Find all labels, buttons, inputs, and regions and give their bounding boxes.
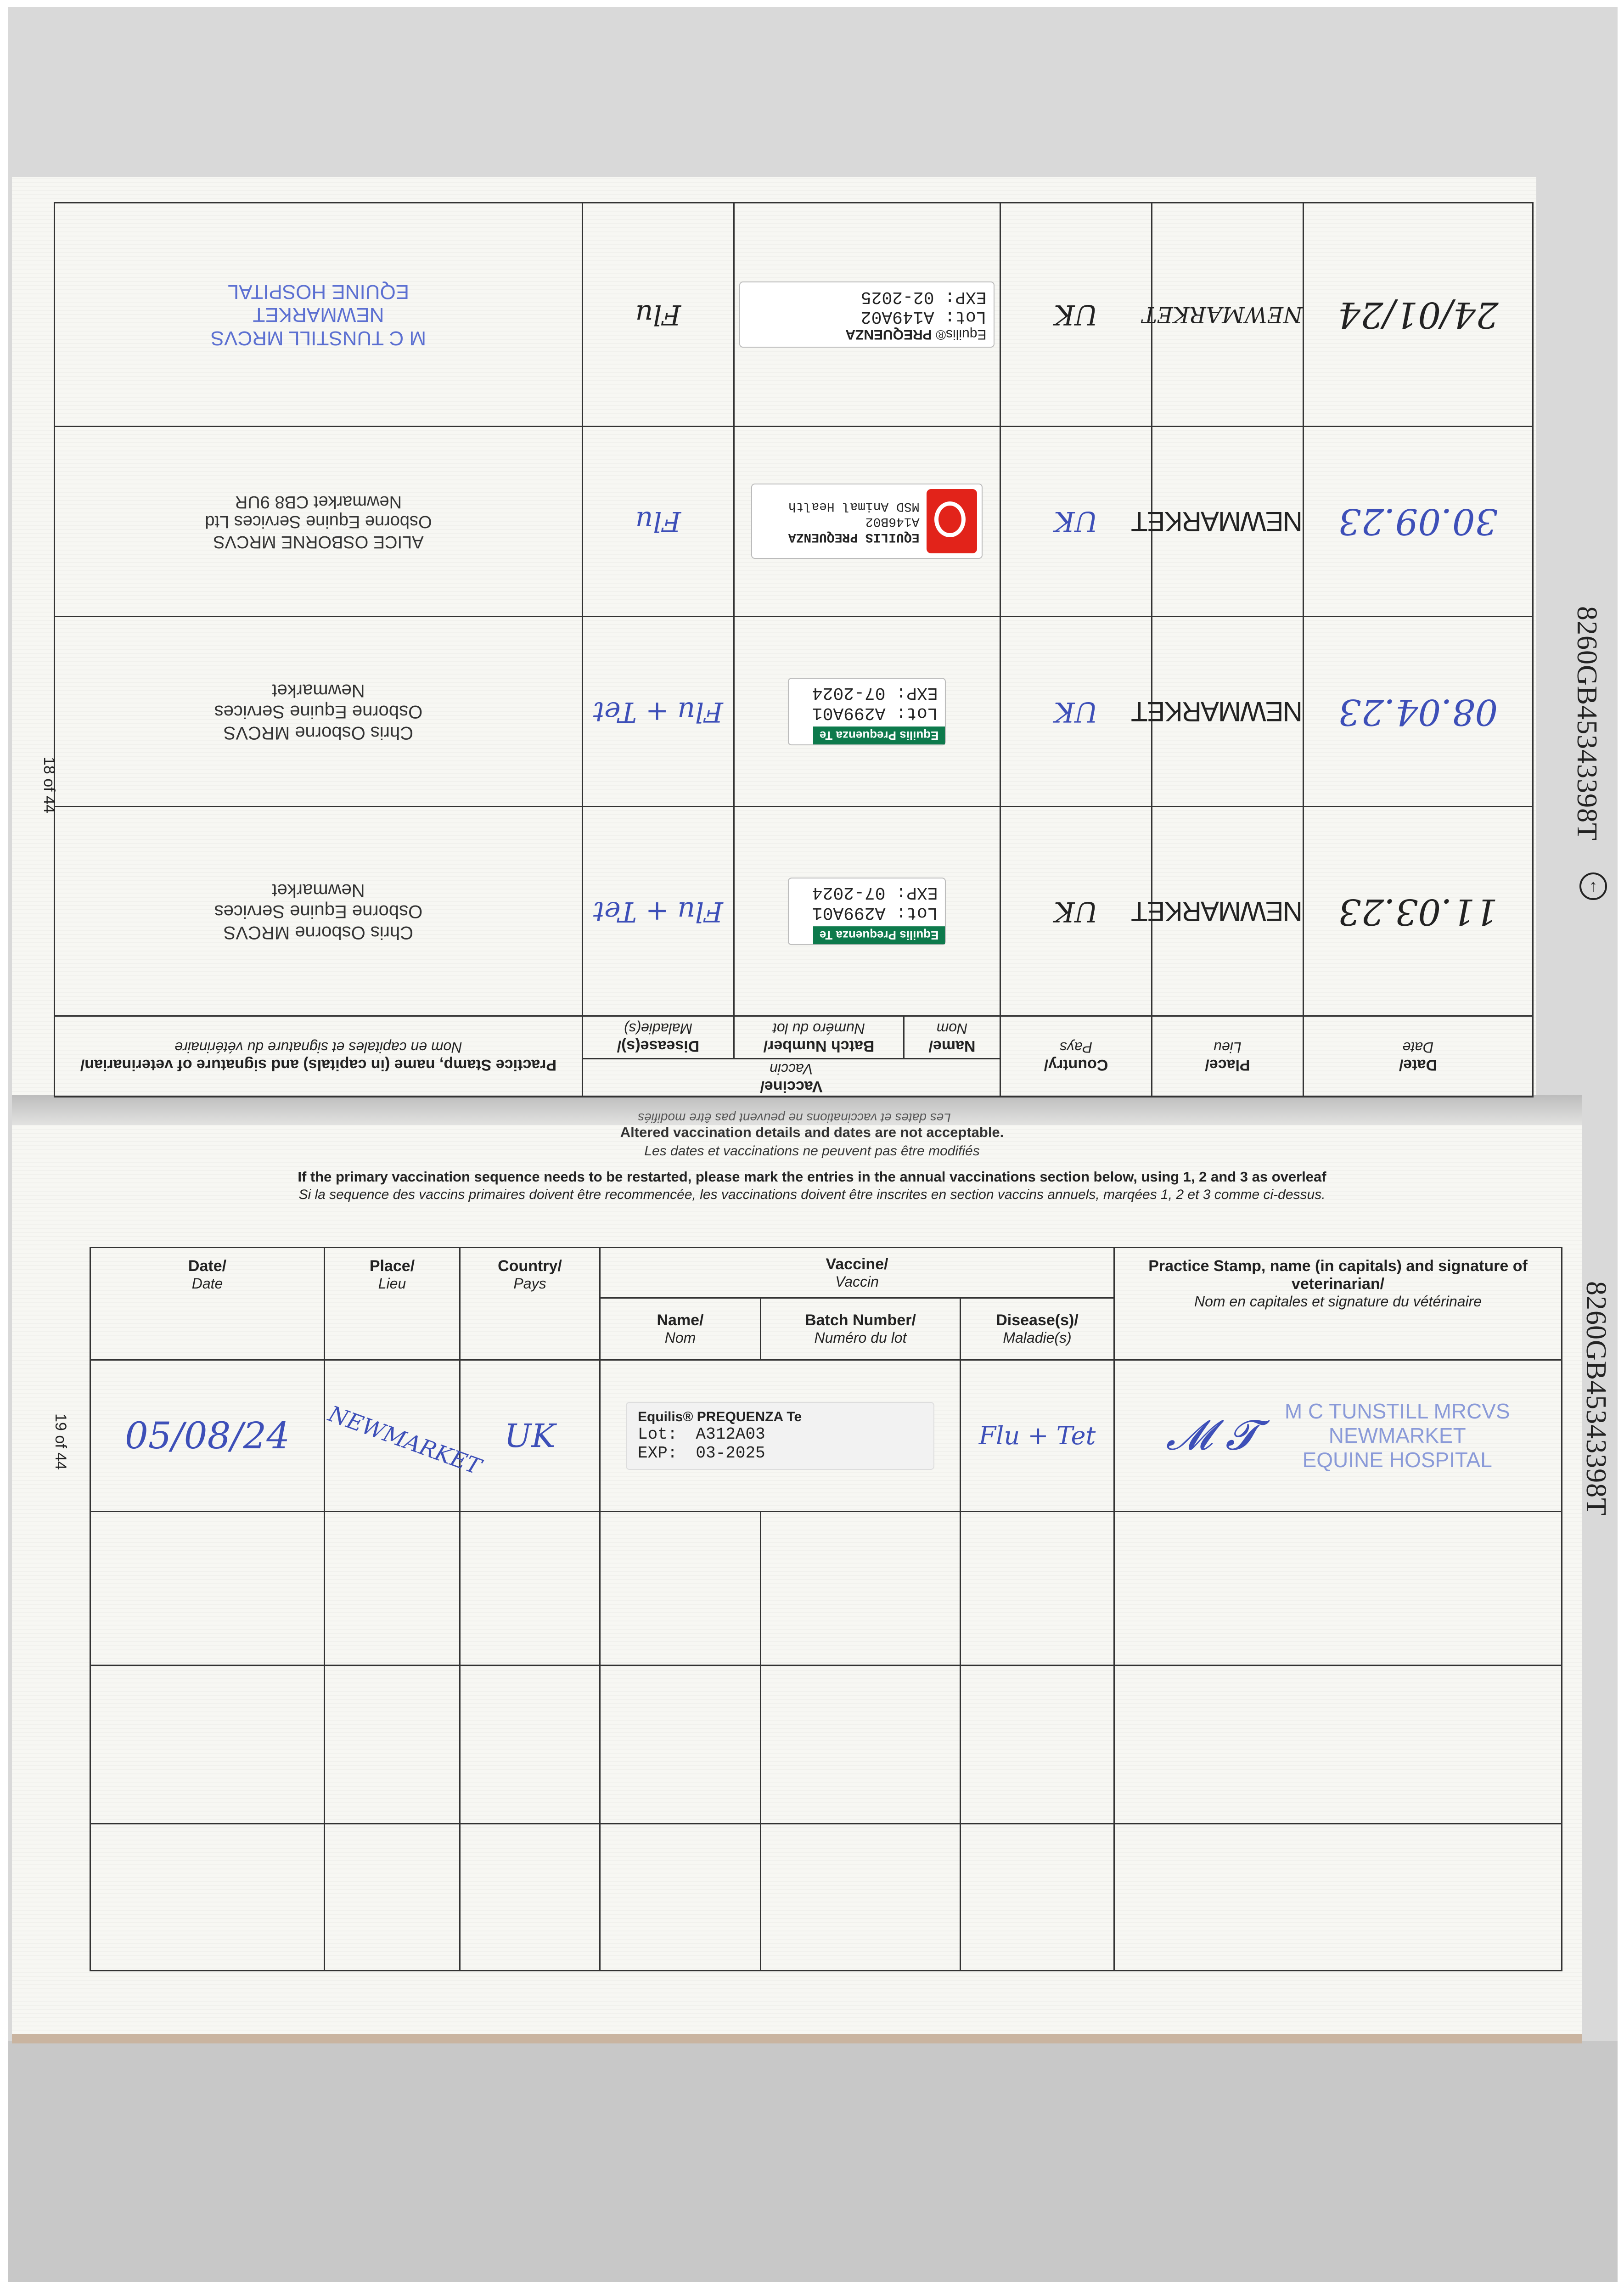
row-country: UK — [1000, 617, 1152, 807]
practice-stamp-text — [1285, 1399, 1510, 1472]
header-practice: Practice Stamp, name (in capitals) and signature of veterinarian/ Nom en capitales et signature du vétérinaire — [54, 1016, 582, 1097]
passport-serial-bottom: 8260GB45343398T — [1580, 1281, 1612, 1516]
sticker-lot: A146B02 — [865, 514, 920, 529]
table-row — [54, 426, 1533, 616]
stamp-line: Osborne Equine Services Ltd — [205, 512, 432, 532]
scan-bottom-shadow — [8, 2041, 1618, 2282]
row-place-stamp: NEWMARKET — [1152, 807, 1304, 1016]
row-practice-stamp — [54, 426, 582, 616]
vaccine-sticker-cell — [734, 807, 1000, 1016]
stamp-line: M C TUNSTILL MRCVS — [1284, 1399, 1510, 1424]
circle-mark-icon: ↑ — [1579, 872, 1607, 900]
row-date: 05/08/24 — [90, 1360, 325, 1512]
header-country: Country/ Pays — [1000, 1016, 1152, 1097]
header-vaccine: Vaccine/ Vaccin — [582, 1059, 1000, 1097]
row-date: 24/01/24 — [1304, 203, 1533, 427]
row-disease: Flu — [582, 203, 734, 427]
sticker-brand: Equilis® PREQUENZA — [845, 326, 987, 342]
sticker-lot: Lot: A299A01 EXP: 07-2024 — [812, 883, 938, 923]
stamp-line: NEWMARKET — [1328, 1424, 1466, 1448]
header-place: Place/ Lieu — [325, 1248, 460, 1360]
row-practice-stamp — [54, 807, 582, 1016]
header-vaccine: Vaccine/ Vaccin — [600, 1248, 1114, 1298]
table-row — [54, 807, 1533, 1016]
page-edge — [12, 2034, 1582, 2043]
stamp-line: Osborne Equine Services — [214, 901, 423, 922]
vaccine-sticker-cell — [600, 1360, 961, 1512]
stamp-line: Chris Osborne MRCVS — [223, 722, 414, 743]
row-disease: Flu + Tet — [582, 617, 734, 807]
sticker-brand: Equilis Prequenza Te — [813, 726, 945, 744]
header-country: Country/ Pays — [460, 1248, 600, 1360]
vaccine-sticker — [752, 484, 983, 559]
row-date: 11.03.23 — [1304, 807, 1533, 1016]
lot-value: A312A03 — [696, 1424, 765, 1444]
stamp-line: EQUINE HOSPITAL — [227, 280, 410, 303]
header-batch: Batch Number/ Numéro du lot — [761, 1298, 961, 1360]
sticker-exp-row — [638, 1444, 922, 1463]
passport-serial-top: 8260GB45343398T — [1571, 606, 1602, 841]
msd-logo-icon — [927, 489, 978, 553]
vaccination-table-bottom — [90, 1247, 1562, 1971]
sticker-text — [788, 498, 920, 545]
vaccine-sticker-cell — [734, 617, 1000, 807]
vaccine-sticker — [740, 281, 995, 348]
row-practice-stamp — [1114, 1360, 1562, 1512]
vaccination-table-top — [54, 202, 1534, 1097]
row-disease: Flu + Tet — [582, 807, 734, 1016]
row-disease: Flu — [582, 426, 734, 616]
notice-title-fr: Les dates et vaccinations ne peuvent pas être modifiés — [644, 1143, 980, 1159]
header-date: Date/ Date — [1304, 1016, 1533, 1097]
notice-title: Altered vaccination details and dates are not acceptable. — [620, 1124, 1004, 1140]
header-name: Name/ Nom — [904, 1016, 1000, 1058]
vaccine-sticker — [626, 1402, 934, 1470]
exp-value: 03-2025 — [696, 1443, 765, 1463]
vaccine-sticker-cell — [734, 426, 1000, 616]
restart-instruction-fr: Si la sequence des vaccins primaires doivent être recommencée, les vaccinations doivent être inscrites en section vaccins annuels, marqées 1, 2 et 3 comme ci-dessus. — [298, 1187, 1326, 1202]
sticker-brand: Equilis Prequenza Te — [813, 926, 945, 944]
row-place-stamp: NEWMARKET — [1152, 617, 1304, 807]
header-batch: Batch Number/ Numéro du lot — [734, 1016, 904, 1058]
sticker-lot: Lot: A149A02 EXP: 02-2025 — [860, 287, 987, 326]
stamp-line: M C TUNSTILL MRCVS — [210, 326, 427, 349]
row-disease: Flu + Tet — [961, 1360, 1114, 1512]
stamp-line: EQUINE HOSPITAL — [1302, 1447, 1492, 1472]
row-country: UK — [1000, 203, 1152, 427]
stamp-group — [1115, 1399, 1561, 1472]
table-row — [54, 203, 1533, 427]
table-row-empty — [90, 1824, 1562, 1971]
header-date: Date/ Date — [90, 1248, 325, 1360]
header-practice: Practice Stamp, name (in capitals) and signature of veterinarian/ Nom en capitales et signature du vétérinaire — [1114, 1248, 1562, 1360]
row-date: 30.09.23 — [1304, 426, 1533, 616]
vaccine-sticker — [788, 878, 946, 945]
stamp-line: NEWMARKET — [253, 304, 384, 326]
vet-signature-icon: 𝓜 𝓣 — [1166, 1411, 1257, 1460]
header-name: Name/ Nom — [600, 1298, 761, 1360]
table-row — [54, 617, 1533, 807]
vaccine-sticker — [788, 678, 946, 745]
row-place-stamp: NEWMARKET — [1152, 426, 1304, 616]
exp-label: EXP: — [638, 1443, 678, 1463]
sticker-lot-row — [638, 1425, 922, 1444]
stamp-line: Newmarket — [272, 680, 365, 701]
top-page-content — [55, 202, 1534, 1125]
stamp-line: Osborne Equine Services — [214, 701, 423, 722]
row-country: UK — [1000, 807, 1152, 1016]
row-practice-stamp — [54, 203, 582, 427]
header-disease: Disease(s)/ Maladie(s) — [961, 1298, 1114, 1360]
vaccine-sticker-cell — [734, 203, 1000, 427]
page-number-18: 18 of 44 — [40, 757, 58, 813]
row-practice-stamp — [54, 617, 582, 807]
stamp-line: Newmarket CB8 9UR — [235, 492, 402, 512]
sticker-brand: Equilis® PREQUENZA Te — [638, 1409, 802, 1424]
sticker-lot: Lot: A299A01 EXP: 07-2024 — [812, 683, 938, 723]
sticker-maker: MSD Animal Health — [788, 499, 920, 513]
stamp-line: Chris Osborne MRCVS — [223, 922, 414, 943]
table-row-empty — [90, 1512, 1562, 1666]
top-notice: Les dates et vaccinations ne peuvent pas être modifiés — [638, 1111, 951, 1125]
page-number-19: 19 of 44 — [51, 1413, 69, 1470]
table-row — [90, 1360, 1562, 1512]
row-country: UK — [1000, 426, 1152, 616]
row-date: 08.04.23 — [1304, 617, 1533, 807]
lot-label: Lot: — [638, 1424, 678, 1444]
header-place: Place/ Lieu — [1152, 1016, 1304, 1097]
restart-instruction: If the primary vaccination sequence needs to be restarted, please mark the entries in the annual vaccinations section below, using 1, 2 and 3 as overleaf — [298, 1169, 1326, 1185]
row-country: UK — [460, 1360, 600, 1512]
header-disease: Disease(s)/ Maladie(s) — [582, 1016, 734, 1058]
row-place: NEWMARKET — [1152, 203, 1304, 427]
table-row-empty — [90, 1666, 1562, 1824]
stamp-line: ALICE OSBORNE MRCVS — [213, 532, 424, 551]
stamp-line: Newmarket — [272, 880, 365, 900]
sticker-brand: EQUILIS PREQUENZA — [788, 529, 920, 544]
row-place: NEWMARKET — [303, 1341, 482, 1530]
